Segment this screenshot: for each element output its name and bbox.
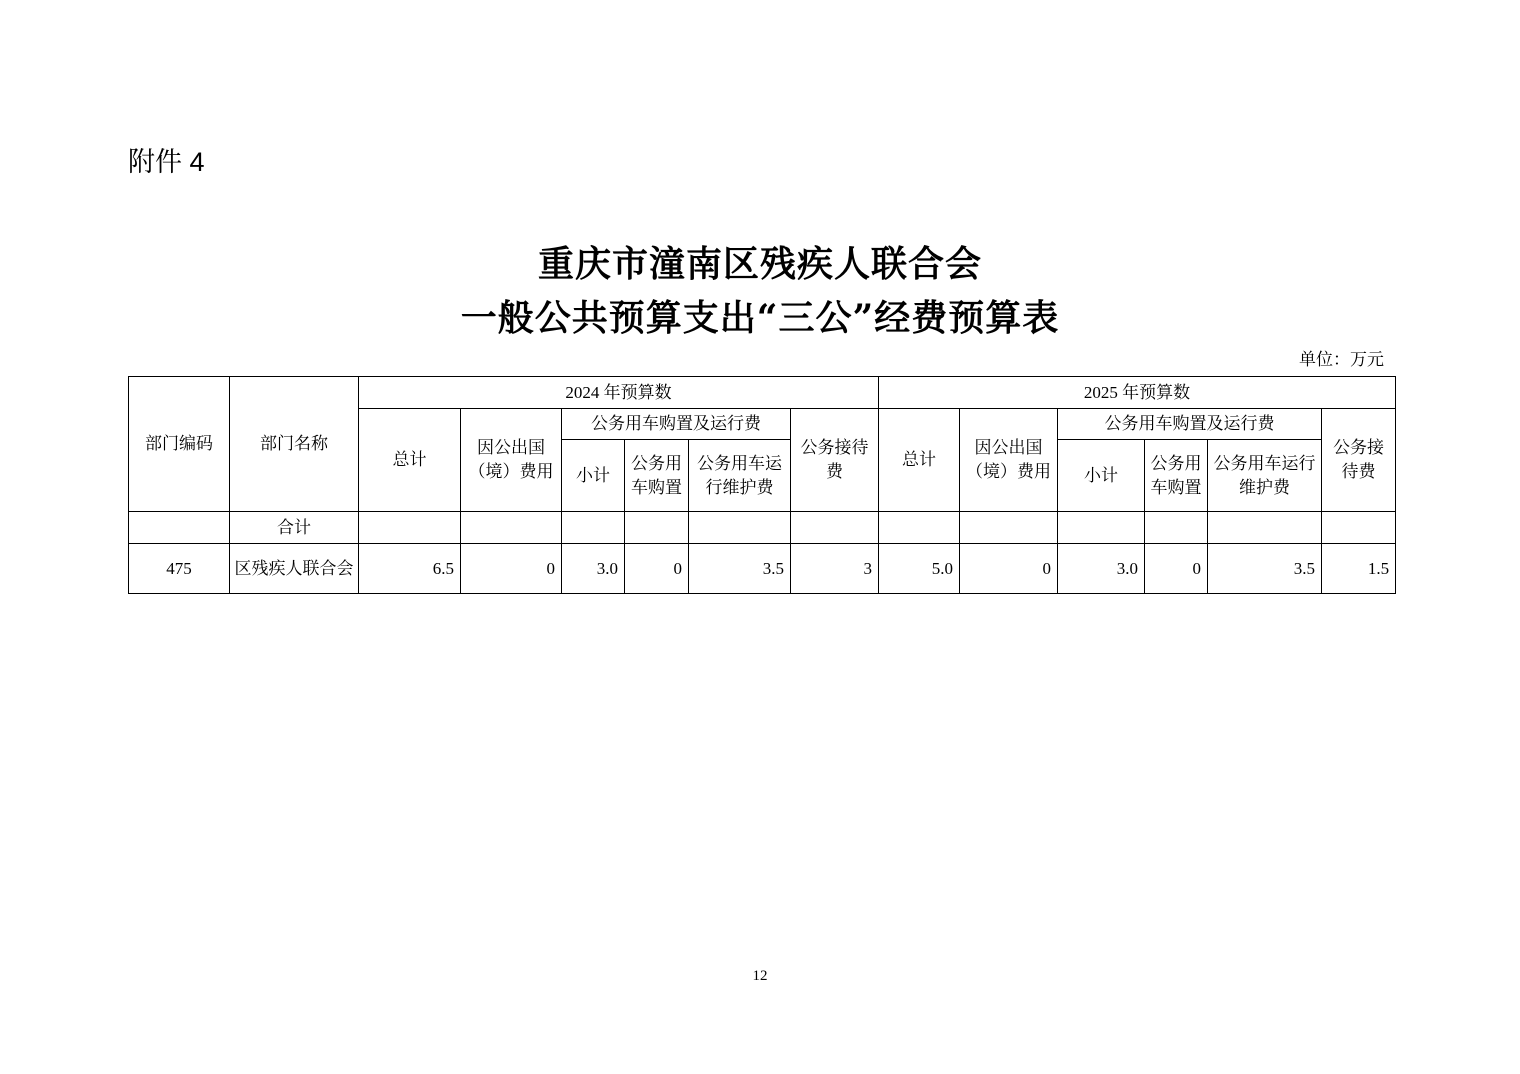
header-2025-abroad: 因公出国（境）费用: [960, 409, 1058, 512]
total-cell: [1322, 512, 1396, 544]
header-2024-vehicle-operation: 公务用车运行维护费: [689, 440, 791, 512]
total-cell: [359, 512, 461, 544]
row-2024-vehicle-operation: 3.5: [689, 544, 791, 594]
header-2024-total: 总计: [359, 409, 461, 512]
header-2025-vehicle-operation: 公务用车运行维护费: [1208, 440, 1322, 512]
header-2025-vehicle-group: 公务用车购置及运行费: [1058, 409, 1322, 440]
total-cell: [625, 512, 689, 544]
row-dept-name: 区残疾人联合会: [230, 544, 359, 594]
budget-table: [128, 376, 1396, 594]
total-cell: [1208, 512, 1322, 544]
table-row-total: [129, 512, 1396, 544]
total-cell: [960, 512, 1058, 544]
header-2025-subtotal: 小计: [1058, 440, 1145, 512]
header-2024-vehicle-purchase: 公务用车购置: [625, 440, 689, 512]
header-dept-name: 部门名称: [230, 377, 359, 512]
total-cell: [791, 512, 879, 544]
row-2024-vehicle-purchase: 0: [625, 544, 689, 594]
table-row: [129, 544, 1396, 594]
total-row-code: [129, 512, 230, 544]
page-number: 12: [752, 968, 768, 984]
row-2025-subtotal: 3.0: [1058, 544, 1145, 594]
row-2025-abroad: 0: [960, 544, 1058, 594]
row-2024-reception: 3: [791, 544, 879, 594]
row-2025-vehicle-purchase: 0: [1145, 544, 1208, 594]
header-year-2025: 2025 年预算数: [879, 377, 1396, 409]
header-2024-subtotal: 小计: [562, 440, 625, 512]
header-2024-abroad: 因公出国（境）费用: [461, 409, 562, 512]
header-2025-reception: 公务接待费: [1322, 409, 1396, 512]
document-title-line2: 一般公共预算支出“三公”经费预算表: [460, 297, 1060, 339]
row-dept-code: 475: [129, 544, 230, 594]
row-2025-total: 5.0: [879, 544, 960, 594]
total-cell: [1058, 512, 1145, 544]
header-2024-reception: 公务接待费: [791, 409, 879, 512]
header-year-2024: 2024 年预算数: [359, 377, 879, 409]
total-row-name: 合计: [230, 512, 359, 544]
header-row-years: [129, 377, 1396, 409]
document-title-line1: 重庆市潼南区残疾人联合会: [537, 243, 982, 285]
row-2024-subtotal: 3.0: [562, 544, 625, 594]
row-2025-reception: 1.5: [1322, 544, 1396, 594]
attachment-label: 附件 4: [128, 147, 205, 177]
total-cell: [1145, 512, 1208, 544]
unit-label: 单位：万元: [1299, 350, 1384, 369]
row-2024-abroad: 0: [461, 544, 562, 594]
header-2025-vehicle-purchase: 公务用车购置: [1145, 440, 1208, 512]
header-2024-vehicle-group: 公务用车购置及运行费: [562, 409, 791, 440]
total-cell: [689, 512, 791, 544]
row-2024-total: 6.5: [359, 544, 461, 594]
row-2025-vehicle-operation: 3.5: [1208, 544, 1322, 594]
header-dept-code: 部门编码: [129, 377, 230, 512]
total-cell: [461, 512, 562, 544]
total-cell: [879, 512, 960, 544]
header-2025-total: 总计: [879, 409, 960, 512]
total-cell: [562, 512, 625, 544]
